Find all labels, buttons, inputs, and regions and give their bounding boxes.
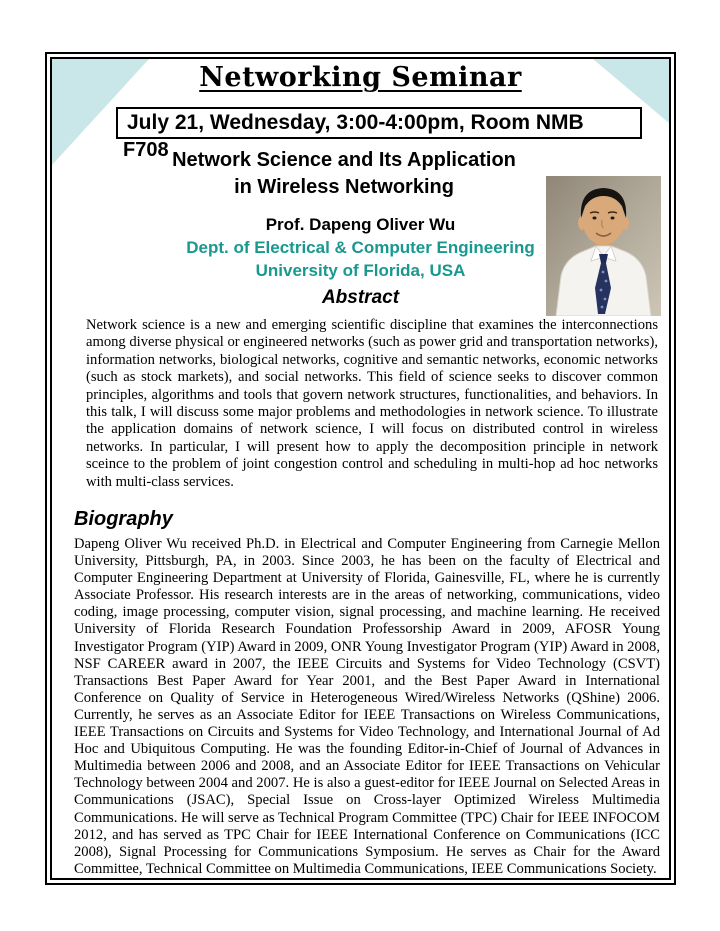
speaker-block (52, 213, 669, 282)
abstract-body: Network science is a new and emerging scientific discipline that examines the interconnections among diverse physical or engineered networks (such as power grid and transportation networks), information networks, biological networks, cognitive and semantic networks, economic networks (such as stock markets), and social networks. This field of science seeks to discover common principles, algorithms and tools that govern network structures, functionalities, and behaviors. In this talk, I will discuss some major problems and methodologies in network science. To illustrate the application domains of network science, I will focus on distributed control in wireless networks. In particular, I will present how to apply the decomposition principle in network sceince to the problem of joint congestion control and scheduling in multi-hop ad hoc networks with multi-class services. (86, 317, 658, 490)
speaker-department: Dept. of Electrical & Computer Engineering (186, 238, 535, 257)
speaker-name: Prof. Dapeng Oliver Wu (265, 215, 456, 234)
abstract-heading: Abstract (321, 287, 400, 308)
seminar-title: Networking Seminar (199, 62, 522, 93)
schedule-box (116, 107, 642, 139)
schedule-room-overflow: F708 (123, 139, 169, 161)
talk-title-line2: in Wireless Networking (234, 176, 454, 198)
page-border-outer (45, 52, 676, 885)
page-border-inner (50, 57, 671, 880)
talk-title-line1: Network Science and Its Application (172, 149, 516, 171)
schedule-text: July 21, Wednesday, 3:00-4:00pm, Room NMB (127, 111, 584, 134)
biography-heading: Biography (74, 508, 173, 530)
speaker-affiliation: University of Florida, USA (255, 261, 466, 280)
biography-body: Dapeng Oliver Wu received Ph.D. in Electrical and Computer Engineering from Carnegie Mellon University, Pittsburgh, PA, in 2003. Since 2003, he has been on the faculty of Electrical and Computer Engineering Department at University of Florida, Gainesville, FL, where he is currently Associate Professor. His research interests are in the areas of networking, communications, video coding, image processing, computer vision, signal processing, and machine learning. He received University of Florida Research Foundation Professorship Award in 2009, AFOSR Young Investigator Program (YIP) Award in 2009, ONR Young Investigator Program (YIP) Award in 2008, NSF CAREER award in 2007, the IEEE Circuits and Systems for Video Technology (CSVT) Transactions Best Paper Award for Year 2001, and the Best Paper Award in International Conference on Quality of Service in Heterogeneous Wired/Wireless Networks (QShine) 2006. Currently, he serves as an Associate Editor for IEEE Transactions on Wireless Communications, IEEE Transactions on Circuits and Systems for Video Technology, and International Journal of Ad Hoc and Ubiquitous Computing. He was the founding Editor-in-Chief of Journal of Advances in Multimedia between 2006 and 2008, and an Associate Editor for IEEE Transactions on Vehicular Technology between 2004 and 2007. He is also a guest-editor for IEEE Journal on Selected Areas in Communications (JSAC), Special Issue on Cross-layer Optimized Wireless Multimedia Communications. He will serve as Technical Program Committee (TPC) Chair for IEEE INFOCOM 2012, and has served as TPC Chair for IEEE International Conference on Communications (ICC 2008), Signal Processing for Communications Symposium. He serves as Chair for the Award Committee, Technical Committee on Multimedia Communications, IEEE Communications Society. (74, 536, 661, 877)
